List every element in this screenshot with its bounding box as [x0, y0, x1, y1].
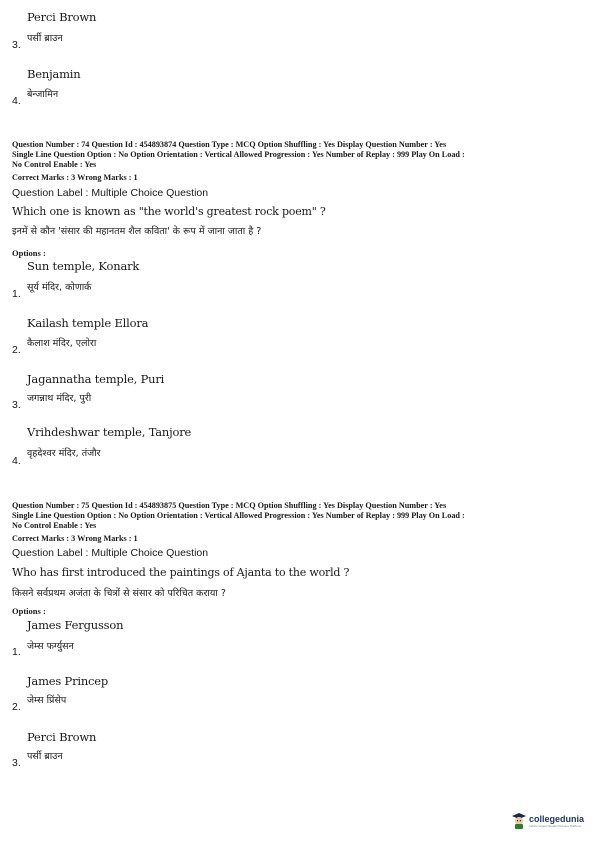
q74-option-4-text[interactable]: Vrihdeshwar temple, Tanjore	[27, 425, 192, 439]
q74-option-4-hindi: वृहदेश्वर मंदिर, तंजौर	[27, 448, 101, 459]
q75-option-3-hindi: पर्सी ब्राउन	[27, 751, 63, 762]
question-75-options-heading: Options :	[12, 606, 46, 616]
option-4-hindi: बेन्जामिन	[27, 89, 59, 100]
option-4-text: Benjamin	[27, 67, 81, 81]
option-4-number: 4.	[12, 95, 21, 107]
option-3-hindi: पर्सी ब्राउन	[27, 33, 63, 44]
logo-tagline: India's largest Student Review Platform	[529, 824, 582, 828]
q74-option-4-number: 4.	[12, 455, 21, 467]
meta-line-1: Question Number : 75 Question Id : 454893875 Question Type : MCQ Option Shuffling : Yes Display Question Number : Yes	[12, 501, 447, 510]
question-74-marks: Correct Marks : 3 Wrong Marks : 1	[12, 173, 138, 182]
q75-option-3-text[interactable]: Perci Brown	[27, 730, 97, 744]
q74-option-2-number: 2.	[12, 344, 21, 356]
q74-option-3-hindi: जगन्नाथ मंदिर, पुरी	[27, 393, 92, 404]
meta-line-1: Question Number : 74 Question Id : 454893874 Question Type : MCQ Option Shuffling : Yes Display Question Number : Yes	[12, 140, 447, 149]
question-75-text: Who has first introduced the paintings of Ajanta to the world ?	[12, 566, 350, 579]
q75-option-3-number: 3.	[12, 757, 21, 769]
graduate-mascot-icon	[511, 812, 527, 830]
q74-option-3-number: 3.	[12, 399, 21, 411]
q75-option-1-number: 1.	[12, 646, 21, 658]
q74-option-1-text[interactable]: Sun temple, Konark	[27, 259, 140, 273]
q75-option-2-text[interactable]: James Princep	[27, 674, 109, 688]
q74-option-2-hindi: कैलाश मंदिर, एलोरा	[27, 338, 97, 349]
q74-option-2-text[interactable]: Kailash temple Ellora	[27, 316, 149, 330]
question-75-metadata	[12, 501, 587, 531]
question-74-text: Which one is known as "the world's greatest rock poem" ?	[12, 205, 326, 218]
meta-line-2: Single Line Question Option : No Option Orientation : Vertical Allowed Progression : Yes Number of Replay : 999 Play On Load :	[12, 511, 465, 520]
meta-line-2: Single Line Question Option : No Option Orientation : Vertical Allowed Progression : Yes Number of Replay : 999 Play On Load :	[12, 150, 465, 159]
collegedunia-logo[interactable]	[511, 812, 584, 830]
q74-option-1-hindi: सूर्य मंदिर, कोणार्क	[27, 282, 92, 293]
question-74-text-hindi: इनमें से कौन 'संसार की महानतम शैल कविता' के रूप में जाना जाता है ?	[12, 226, 262, 237]
question-74-label: Question Label : Multiple Choice Question	[12, 187, 209, 199]
q75-option-1-hindi: जेम्स फर्ग्युसन	[27, 641, 74, 652]
option-3-number: 3.	[12, 39, 21, 51]
q74-option-1-number: 1.	[12, 288, 21, 300]
question-74-options-heading: Options :	[12, 248, 46, 258]
q75-option-2-number: 2.	[12, 701, 21, 713]
question-75-text-hindi: किसने सर्वप्रथम अजंता के चित्रों से संसार को परिचित कराया ?	[12, 588, 226, 599]
q75-option-2-hindi: जेम्स प्रिंसेप	[27, 695, 67, 706]
meta-line-3: No Control Enable : Yes	[12, 160, 97, 169]
option-3-text: Perci Brown	[27, 10, 97, 24]
q75-option-1-text[interactable]: James Fergusson	[27, 618, 124, 632]
question-74-metadata	[12, 140, 587, 170]
question-75-label: Question Label : Multiple Choice Question	[12, 547, 209, 559]
question-75-marks: Correct Marks : 3 Wrong Marks : 1	[12, 534, 138, 543]
logo-wordmark: collegedunia	[529, 814, 585, 824]
q74-option-3-text[interactable]: Jagannatha temple, Puri	[27, 372, 165, 386]
meta-line-3: No Control Enable : Yes	[12, 521, 97, 530]
